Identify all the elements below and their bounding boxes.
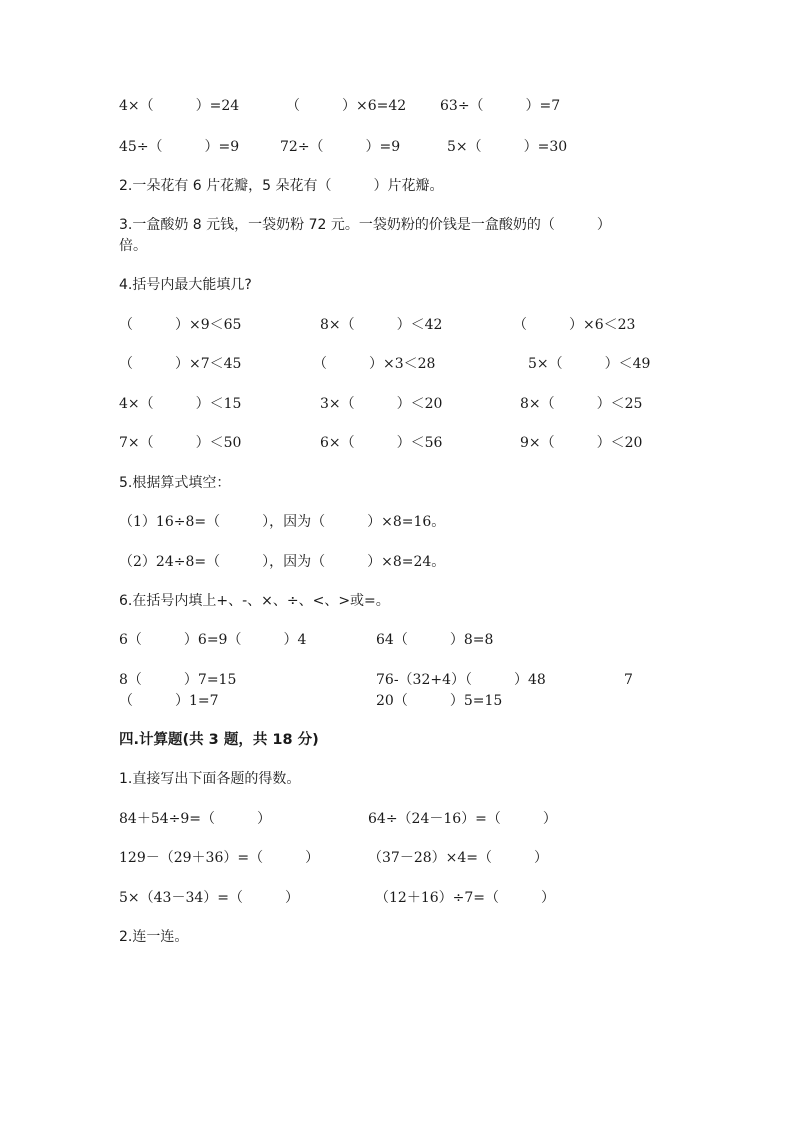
question-3-line-2: 倍。	[119, 238, 147, 254]
question-5-item-2: （2）24÷8=（ ），因为（ ）×8=24。	[119, 554, 446, 570]
q4-item-1-1: （ ）×9＜65	[119, 317, 242, 333]
section-4-question-2-title: 2.连一连。	[119, 929, 189, 945]
question-6-title: 6.在括号内填上+、-、×、÷、<、>或=。	[119, 593, 390, 609]
question-3-line-1: 3.一盒酸奶 8 元钱，一袋奶粉 72 元。一袋奶粉的价钱是一盒酸奶的（ ）	[119, 217, 611, 233]
calc-item-3-1: 5×（43－34）=（ ）	[119, 890, 299, 906]
section-4-title: 四.计算题(共 3 题，共 18 分)	[119, 732, 319, 748]
q4-item-4-3: 9×（ ）＜20	[520, 435, 643, 451]
equation-1-1: 4×（ ）=24	[119, 98, 240, 114]
calc-item-1-2: 64÷（24－16）=（ ）	[368, 811, 557, 827]
calc-item-3-2: （12＋16）÷7=（ ）	[375, 890, 555, 906]
equation-2-3: 5×（ ）=30	[447, 139, 568, 155]
calc-item-2-2: （37－28）×4=（ ）	[368, 850, 548, 866]
q4-item-2-1: （ ）×7＜45	[119, 356, 242, 372]
question-5-item-1: （1）16÷8=（ ），因为（ ）×8=16。	[119, 514, 446, 530]
calc-item-2-1: 129－（29＋36）=（ ）	[119, 850, 320, 866]
q4-item-1-3: （ ）×6＜23	[513, 317, 636, 333]
equation-1-3: 63÷（ ）=7	[440, 98, 561, 114]
calc-item-1-1: 84＋54÷9=（ ）	[119, 811, 271, 827]
section-4-question-1-title: 1.直接写出下面各题的得数。	[119, 771, 301, 787]
q4-item-2-2: （ ）×3＜28	[313, 356, 436, 372]
q4-item-4-2: 6×（ ）＜56	[320, 435, 443, 451]
q4-item-2-3: 5×（ ）＜49	[528, 356, 651, 372]
equation-2-1: 45÷（ ）=9	[119, 139, 240, 155]
q6-item-1-1: 6（ ）6=9（ ）4	[119, 632, 307, 648]
question-5-title: 5.根据算式填空：	[119, 475, 231, 491]
equation-1-2: （ ）×6=42	[286, 98, 407, 114]
q6-item-3-2: 20（ ）5=15	[376, 693, 503, 709]
q6-item-2-3: 7	[624, 672, 633, 688]
q6-item-2-2: 76-（32+4）（ ）48	[376, 672, 546, 688]
question-2: 2.一朵花有 6 片花瓣，5 朵花有（ ）片花瓣。	[119, 178, 444, 194]
q4-item-3-3: 8×（ ）＜25	[520, 396, 643, 412]
q4-item-3-2: 3×（ ）＜20	[320, 396, 443, 412]
q4-item-3-1: 4×（ ）＜15	[119, 396, 242, 412]
question-4-title: 4.括号内最大能填几?	[119, 277, 252, 293]
q6-item-2-1: 8（ ）7=15	[119, 672, 237, 688]
q4-item-4-1: 7×（ ）＜50	[119, 435, 242, 451]
equation-2-2: 72÷（ ）=9	[280, 139, 401, 155]
q6-item-1-2: 64（ ）8=8	[376, 632, 494, 648]
q4-item-1-2: 8×（ ）＜42	[320, 317, 443, 333]
q6-item-3-1: （ ）1=7	[119, 693, 219, 709]
